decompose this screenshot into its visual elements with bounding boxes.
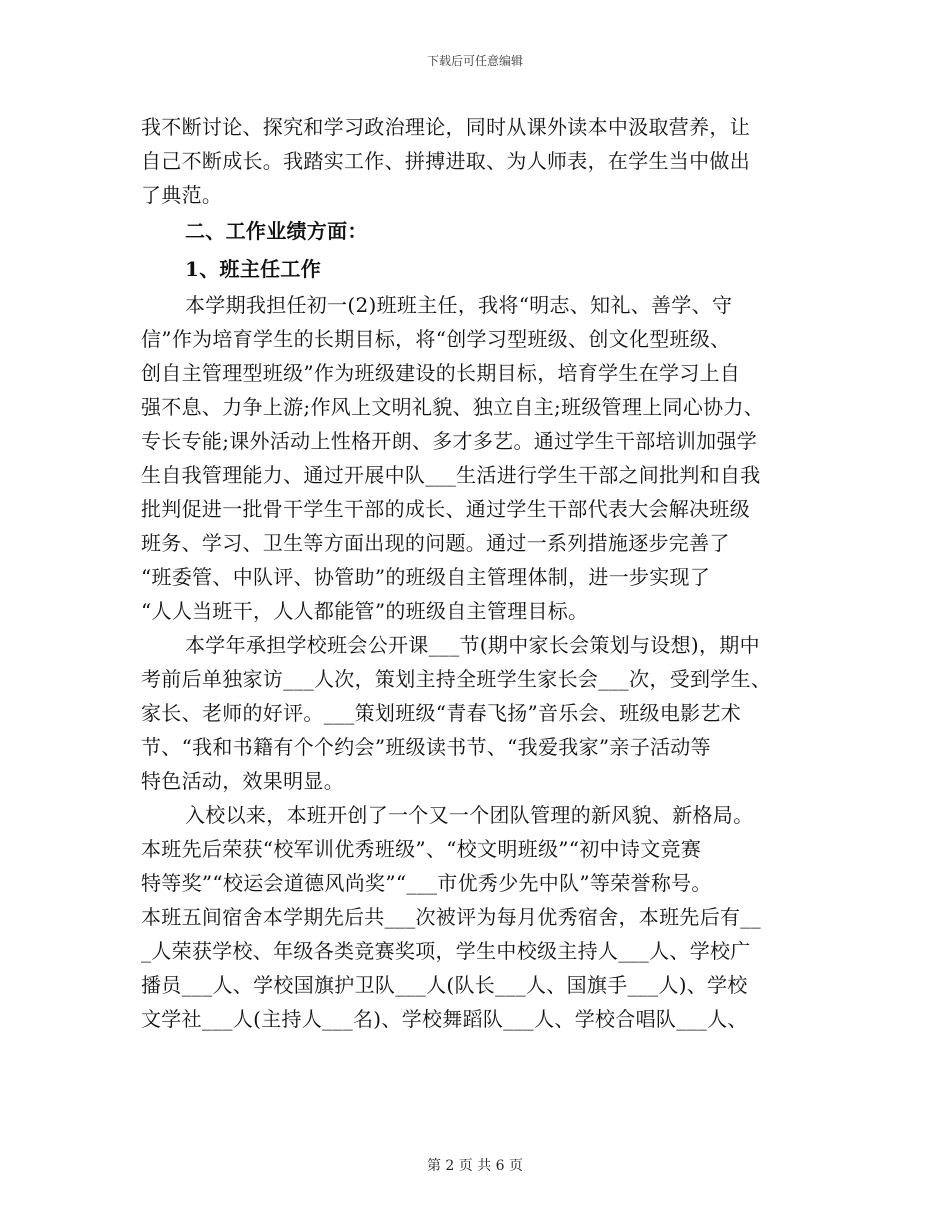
- document-body: [141, 110, 809, 1036]
- text-line: “人人当班干，人人都能管”的班级自主管理目标。: [141, 599, 589, 623]
- text-line: 了典范。: [141, 183, 223, 207]
- text-line: 生自我管理能力、通过开展中队___生活进行学生干部之间批判和自我: [141, 463, 761, 487]
- text-line: _人荣获学校、年级各类竞赛奖项，学生中校级主持人___人、学校广: [141, 939, 751, 963]
- text-line: “班委管、中队评、协管助”的班级自主管理体制，进一步实现了: [141, 565, 711, 589]
- text-line: 专长专能;课外活动上性格开朗、多才多艺。通过学生干部培训加强学: [141, 429, 758, 453]
- page-footer: 第 2 页 共 6 页: [426, 1158, 524, 1174]
- paragraph-honors: [141, 798, 809, 1036]
- text-line: 本班先后荣获“校军训优秀班级”、“校文明班级”“初中诗文竞赛: [141, 837, 702, 861]
- text-line: 创自主管理型班级”作为班级建设的长期目标，培育学生在学习上自: [141, 361, 741, 385]
- paragraph-continuation: [141, 110, 809, 212]
- text-line: 入校以来，本班开创了一个又一个团队管理的新风貌、新格局。: [185, 803, 754, 827]
- text-line: 特等奖”“校运会道德风尚奖”“___市优秀少先中队”等荣誉称号。: [141, 871, 712, 895]
- text-line: 考前后单独家访___人次，策划主持全班学生家长会___次，受到学生、: [141, 667, 772, 691]
- paragraph-class-teacher: [141, 288, 809, 628]
- heading-text: 1、班主任工作: [185, 257, 322, 281]
- text-line: 家长、老师的好评。___策划班级“青春飞扬”音乐会、班级电影艺术: [141, 701, 742, 725]
- text-line: 强不息、力争上游;作风上文明礼貌、独立自主;班级管理上同心协力、: [141, 395, 765, 419]
- text-line: 本班五间宿舍本学期先后共___次被评为每月优秀宿舍，本班先后有__: [141, 905, 761, 929]
- text-line: 信”作为培育学生的长期目标，将“创学习型班级、创文化型班级、: [141, 327, 731, 351]
- text-line: 播员___人、学校国旗护卫队___人(队长___人、国旗手___人)、学校: [141, 973, 748, 997]
- page-header: 下载后可任意编辑: [426, 54, 523, 68]
- subsection-heading: [141, 250, 809, 288]
- heading-text: 二、工作业绩方面：: [185, 219, 368, 243]
- text-line: 自己不断成长。我踏实工作、拼搏进取、为人师表，在学生当中做出: [141, 149, 750, 173]
- paragraph-activities: [141, 628, 809, 798]
- text-line: 节、“我和书籍有个个约会”班级读书节、“我爱我家”亲子活动等: [141, 735, 711, 759]
- section-heading: [141, 212, 809, 250]
- text-line: 文学社___人(主持人___名)、学校舞蹈队___人、学校合唱队___人、: [141, 1007, 748, 1031]
- text-line: 本学年承担学校班会公开课___节(期中家长会策划与设想)，期中: [185, 633, 760, 657]
- text-line: 班务、学习、卫生等方面出现的问题。通过一系列措施逐步完善了: [141, 531, 730, 555]
- text-line: 本学期我担任初一(2)班班主任，我将“明志、知礼、善学、守: [185, 293, 733, 317]
- text-line: 特色活动，效果明显。: [141, 769, 344, 793]
- text-line: 我不断讨论、探究和学习政治理论，同时从课外读本中汲取营养，让: [141, 115, 750, 139]
- text-line: 批判促进一批骨干学生干部的成长、通过学生干部代表大会解决班级: [141, 497, 750, 521]
